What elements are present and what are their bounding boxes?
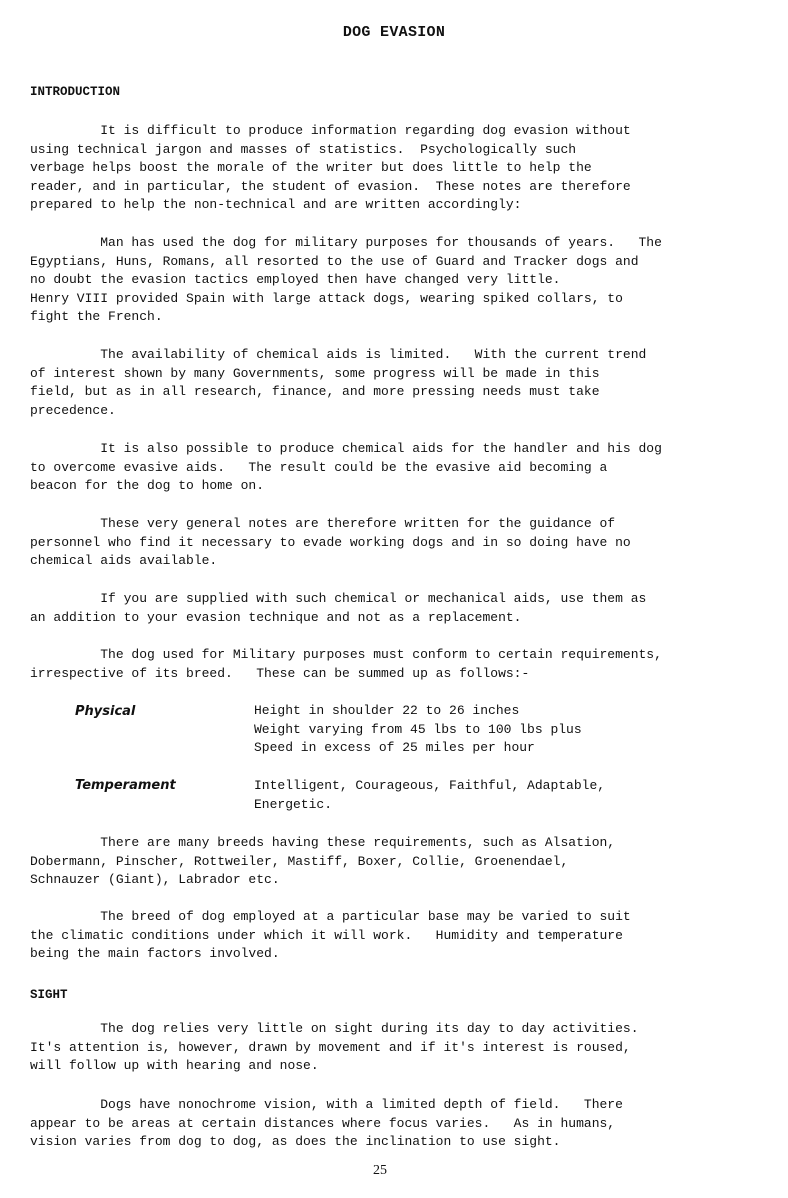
requirement-value: Speed in excess of 25 miles per hour: [254, 740, 535, 756]
text-line: using technical jargon and masses of statistics. Psychologically such: [30, 141, 577, 157]
text-line: Man has used the dog for military purposes for thousands of years. The: [30, 235, 662, 250]
text-line: precedence.: [30, 402, 116, 418]
paragraph-climate: [30, 908, 770, 964]
section-heading-sight: SIGHT: [30, 988, 68, 1002]
text-line: being the main factors involved.: [30, 946, 280, 962]
paragraph-intro-5: [30, 515, 770, 571]
requirement-value: Intelligent, Courageous, Faithful, Adaptable,: [254, 778, 606, 793]
text-line: Henry VIII provided Spain with large attack dogs, wearing spiked collars, to: [30, 290, 623, 306]
requirement-values-temperament: [254, 777, 605, 814]
paragraph-intro-3: [30, 346, 770, 420]
text-line: no doubt the evasion tactics employed then have changed very little.: [30, 272, 561, 288]
text-line: to overcome evasive aids. The result could be the evasive aid becoming a: [30, 459, 608, 475]
text-line: The availability of chemical aids is limited. With the current trend: [30, 347, 647, 362]
text-line: verbage helps boost the morale of the writer but does little to help the: [30, 160, 592, 176]
text-line: beacon for the dog to home on.: [30, 478, 265, 494]
paragraph-sight-1: [30, 1020, 770, 1076]
text-line: Schnauzer (Giant), Labrador etc.: [30, 872, 280, 888]
text-line: There are many breeds having these requirements, such as Alsation,: [30, 835, 616, 850]
paragraph-breeds: [30, 834, 770, 890]
text-line: the climatic conditions under which it will work. Humidity and temperature: [30, 927, 623, 943]
text-line: personnel who find it necessary to evade working dogs and in so doing have no: [30, 534, 631, 550]
text-line: It's attention is, however, drawn by movement and if it's interest is roused,: [30, 1039, 631, 1055]
text-line: prepared to help the non-technical and are written accordingly:: [30, 197, 522, 213]
paragraph-intro-2: [30, 234, 770, 327]
text-line: will follow up with hearing and nose.: [30, 1058, 319, 1074]
paragraph-intro-1: [30, 122, 770, 215]
requirement-value: Weight varying from 45 lbs to 100 lbs plus: [254, 721, 582, 737]
text-line: The dog relies very little on sight during its day to day activities.: [30, 1021, 639, 1036]
paragraph-intro-7: [30, 646, 770, 683]
paragraph-intro-4: [30, 440, 770, 496]
text-line: The dog used for Military purposes must conform to certain requirements,: [30, 647, 662, 662]
text-line: It is also possible to produce chemical aids for the handler and his dog: [30, 441, 662, 456]
text-line: chemical aids available.: [30, 553, 218, 569]
text-line: These very general notes are therefore written for the guidance of: [30, 516, 616, 531]
requirement-label-physical: Physical: [75, 704, 136, 719]
requirement-label-temperament: Temperament: [75, 778, 176, 793]
text-line: field, but as in all research, finance, and more pressing needs must take: [30, 384, 600, 400]
text-line: Egyptians, Huns, Romans, all resorted to the use of Guard and Tracker dogs and: [30, 253, 639, 269]
text-line: irrespective of its breed. These can be summed up as follows:-: [30, 665, 530, 681]
section-heading-introduction: INTRODUCTION: [30, 85, 121, 99]
requirement-values-physical: [254, 702, 582, 758]
text-line: of interest shown by many Governments, some progress will be made in this: [30, 365, 600, 381]
text-line: an addition to your evasion technique and not as a replacement.: [30, 609, 522, 625]
requirement-value: Height in shoulder 22 to 26 inches: [254, 703, 520, 718]
text-line: If you are supplied with such chemical or mechanical aids, use them as: [30, 591, 647, 606]
text-line: Dobermann, Pinscher, Rottweiler, Mastiff, Boxer, Collie, Groenendael,: [30, 853, 569, 869]
requirement-value: Energetic.: [254, 796, 333, 812]
text-line: It is difficult to produce information regarding dog evasion without: [30, 123, 631, 138]
text-line: reader, and in particular, the student of evasion. These notes are therefore: [30, 178, 631, 194]
text-line: fight the French.: [30, 309, 163, 325]
page-number: 25: [373, 1163, 387, 1178]
page-title: DOG EVASION: [342, 24, 446, 41]
text-line: vision varies from dog to dog, as does the inclination to use sight.: [30, 1134, 561, 1150]
text-line: appear to be areas at certain distances where focus varies. As in humans,: [30, 1115, 616, 1131]
paragraph-intro-6: [30, 590, 770, 627]
text-line: The breed of dog employed at a particular base may be varied to suit: [30, 909, 631, 924]
text-line: Dogs have nonochrome vision, with a limited depth of field. There: [30, 1097, 623, 1112]
paragraph-sight-2: [30, 1096, 770, 1152]
